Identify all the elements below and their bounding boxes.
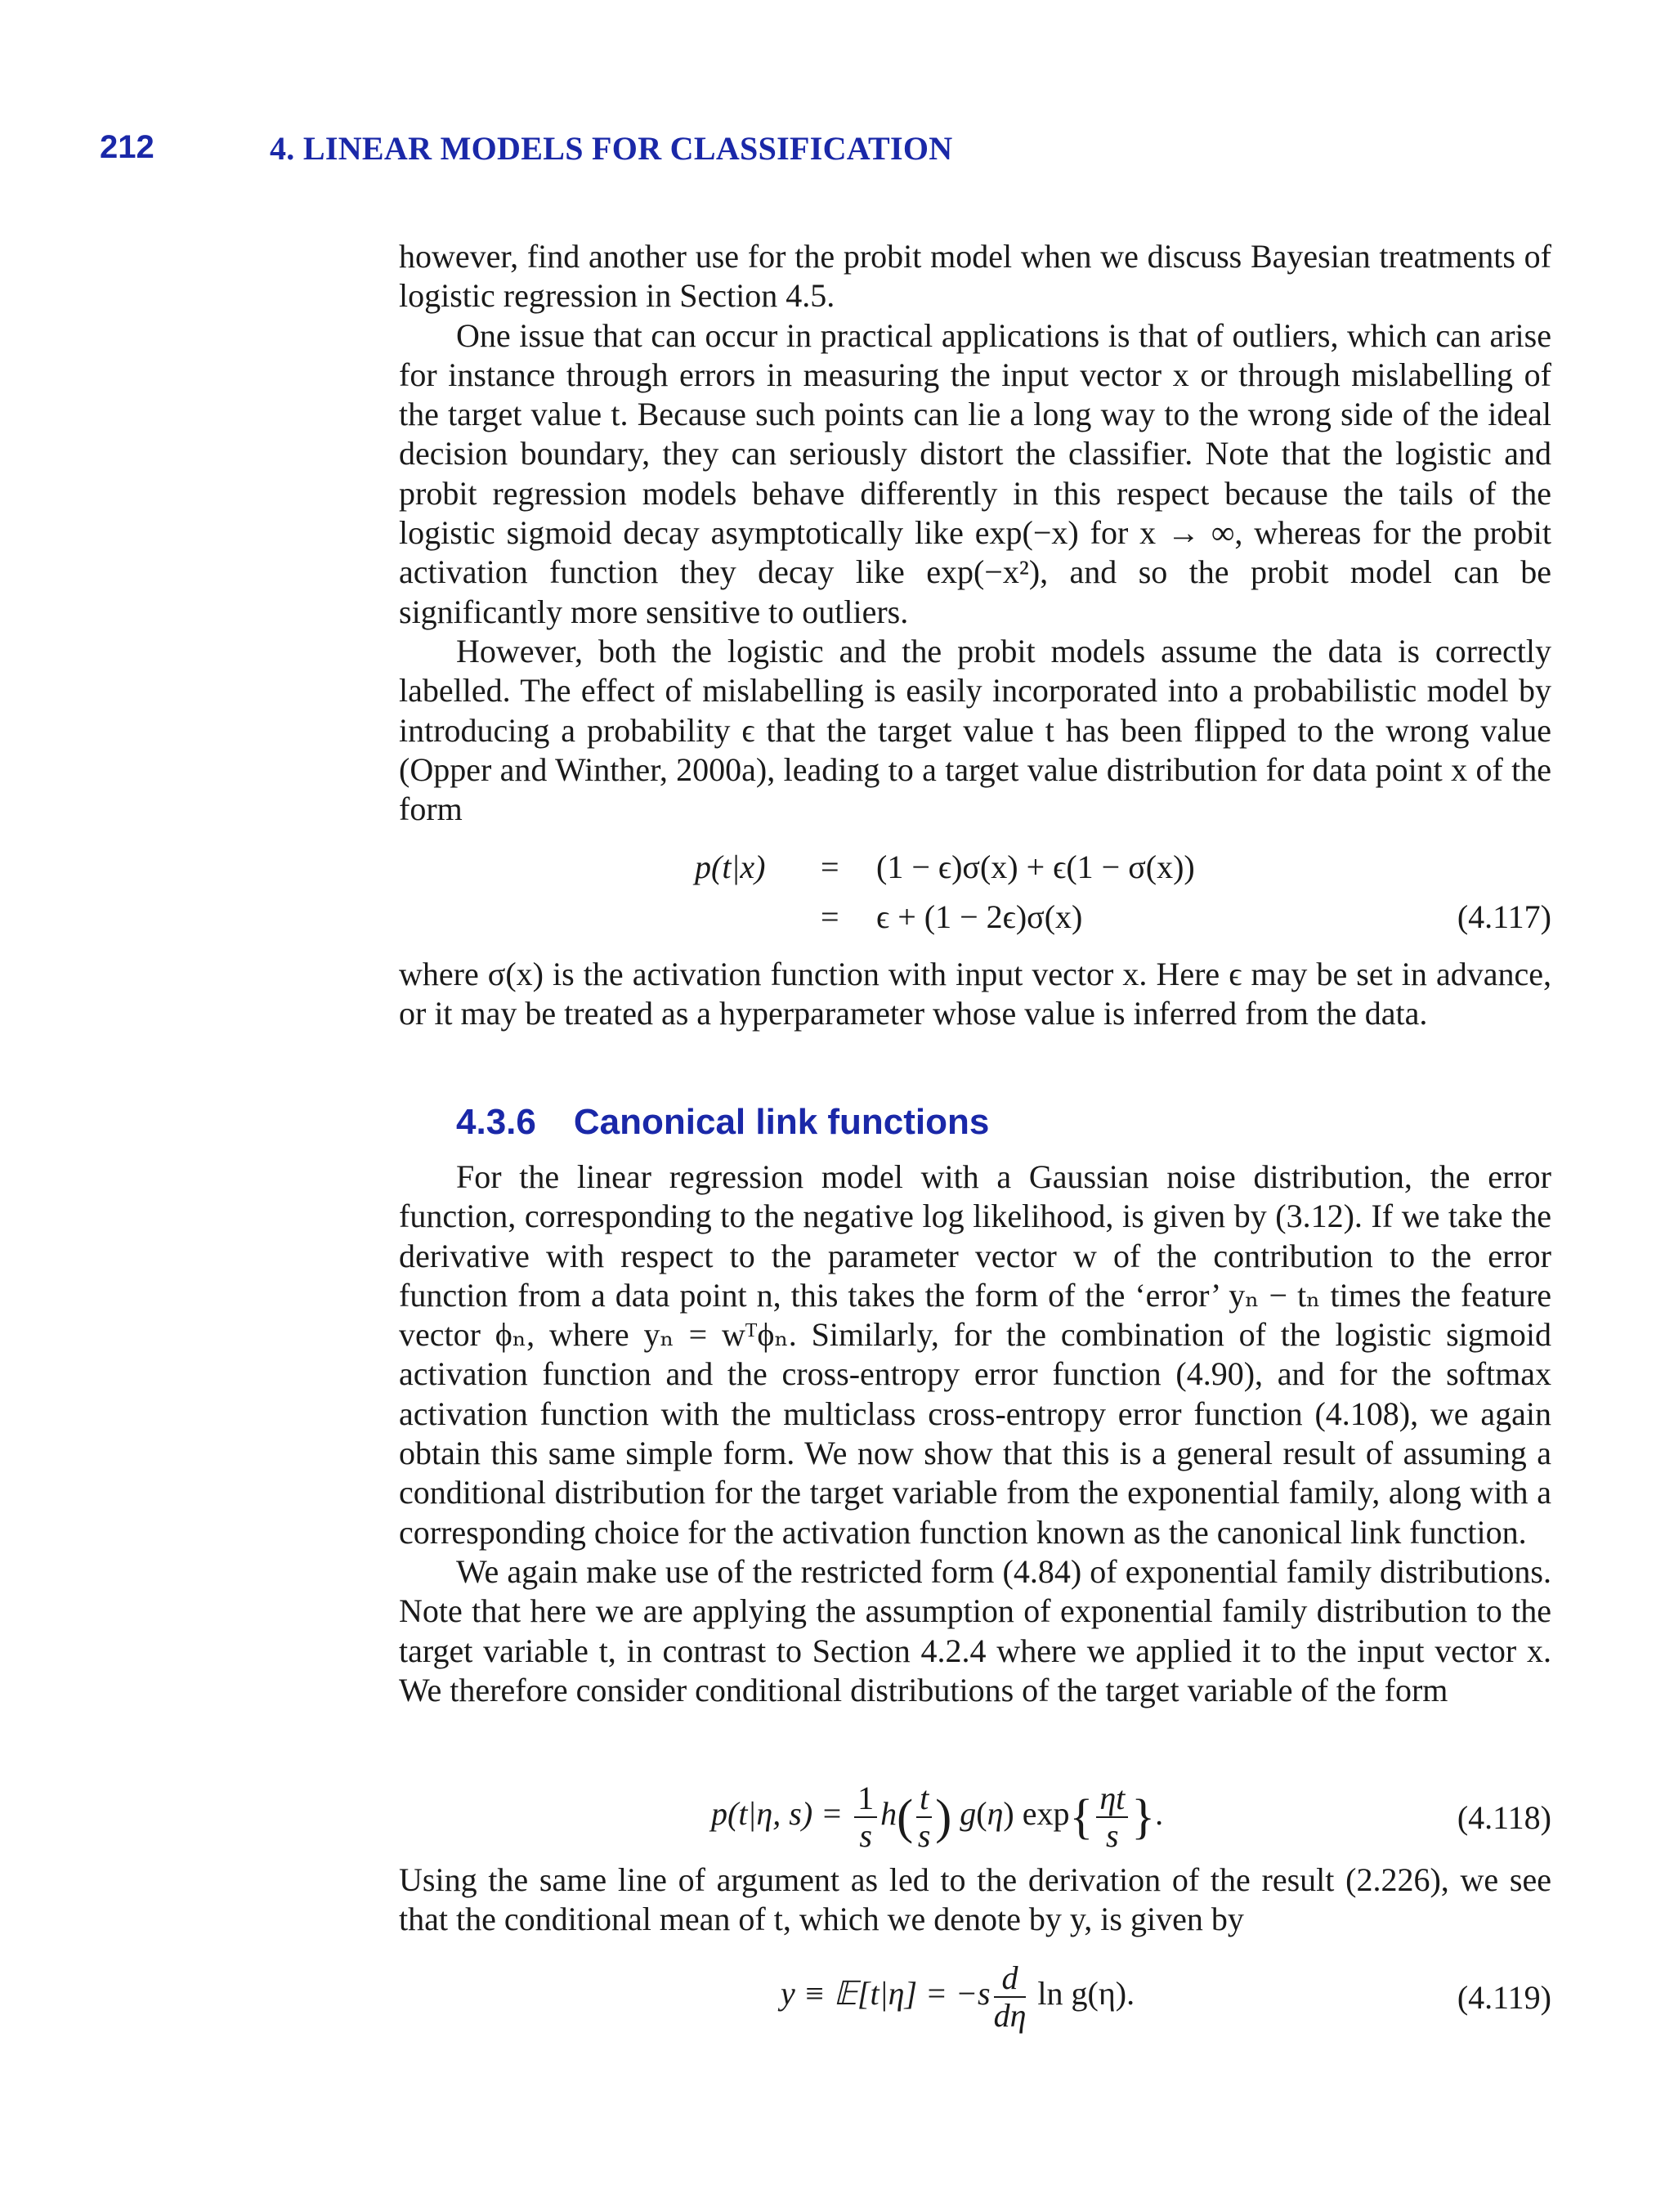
eq119-rhs: ln g(η).: [1037, 1975, 1135, 2013]
page-number: 212: [100, 129, 154, 165]
chapter-title: 4. LINEAR MODELS FOR CLASSIFICATION: [270, 130, 953, 167]
eq118-frac-1-s: $\frac{1}{s}$: [854, 1780, 877, 1854]
eq119-number: (4.119): [1457, 1979, 1551, 2016]
paragraph-7: Using the same line of argument as led to the derivation of the result (2.226), we see that the conditional mean of t, which we denote by y, is given by: [399, 1861, 1551, 1938]
eq119-frac-d-deta: $\frac{d}{d\eta}$: [993, 1959, 1027, 2034]
eq117-number: (4.117): [1457, 898, 1551, 935]
body-text-bottom: [399, 1860, 1551, 1940]
eq119-body: [781, 1960, 1135, 2034]
section-heading: [456, 1102, 989, 1143]
section-title: Canonical link functions: [573, 1102, 990, 1142]
paragraph-4: where σ(x) is the activation function with input vector x. Here ϵ may be set in advance, or it may be treated as a hyperparameter whose value is inferred from the data.: [399, 956, 1551, 1032]
eq118-frac-eta-t-s: $\frac{\eta t}{s}$: [1096, 1780, 1128, 1854]
body-text-lower: [399, 1157, 1551, 1710]
eq118-frac-t-s: $\frac{t}{s}$: [917, 1780, 931, 1854]
eq117-eq1: =: [821, 849, 839, 885]
paragraph-3: However, both the logistic and the probit models assume the data is correctly labelled. The effect of mislabelling is easily incorporated into a probabilistic model by introducing a probability ϵ that the target value t has been flipped to the wrong value (Opper and Winther, 2000a), leading to a target value distribution for data point x of the form: [399, 632, 1551, 828]
paragraph-1: however, find another use for the probit model when we discuss Bayesian treatments of logistic regression in Section 4.5.: [399, 238, 1551, 315]
eq118-body: p(t|η, s) = $\frac{1}{s}$ h( $\frac{t}{s}$ ) g(η) exp{ $\frac{\eta t}{s}$ }.: [711, 1780, 1164, 1854]
paragraph-6: We again make use of the restricted form (4.84) of exponential family distributions. Note that here we are applying the assumption of exponential family distribution to the target variable t, in contrast to Section 4.2.4 where we applied it to the input vector x. We therefore consider conditional distributions of the target variable of the form: [399, 1552, 1551, 1708]
paragraph-2: One issue that can occur in practical applications is that of outliers, which can arise for instance through errors in measuring the input vector x or through mislabelling of the target value t. Because such points can lie a long way to the wrong side of the ideal decision boundary, they can seriously distort the classifier. Note that the logistic and probit regression models behave differently in this respect because the tails of the logistic sigmoid decay asymptotically like exp(−x) for x → ∞, whereas for the probit activation function they decay like exp(−x²), and so the probit model can be significantly more sensitive to outliers.: [399, 316, 1551, 630]
section-number: 4.3.6: [456, 1102, 536, 1142]
eq117-lhs: p(t|x): [695, 849, 766, 885]
eq119-lhs: y ≡ 𝔼[t|η] = −s: [781, 1975, 991, 2013]
body-text-top: [399, 237, 1551, 829]
eq117-eq2: =: [821, 898, 839, 935]
eq118-number: (4.118): [1457, 1799, 1551, 1836]
eq117-line2: ϵ + (1 − 2ϵ)σ(x): [876, 898, 1083, 935]
paragraph-5: For the linear regression model with a Gaussian noise distribution, the error function, corresponding to the negative log likelihood, is given by (3.12). If we take the derivative with respect to the parameter vector w of the contribution to the error function from a data point n, this takes the form of the ‘error’ yₙ − tₙ times the feature vector ϕₙ, where yₙ = wᵀϕₙ. Similarly, for the combination of the logistic sigmoid activation function and the cross-entropy error function (4.90), and for the softmax activation function with the multiclass cross-entropy error function (4.108), we again obtain this same simple form. We now show that this is a general result of assuming a conditional distribution for the target variable from the exponential family, along with a corresponding choice for the activation function known as the canonical link function.: [399, 1158, 1551, 1551]
eq118-lhs: p(t|η, s) =: [711, 1795, 844, 1833]
eq117-line1: (1 − ϵ)σ(x) + ϵ(1 − σ(x)): [876, 849, 1195, 885]
body-text-mid: [399, 955, 1551, 1034]
